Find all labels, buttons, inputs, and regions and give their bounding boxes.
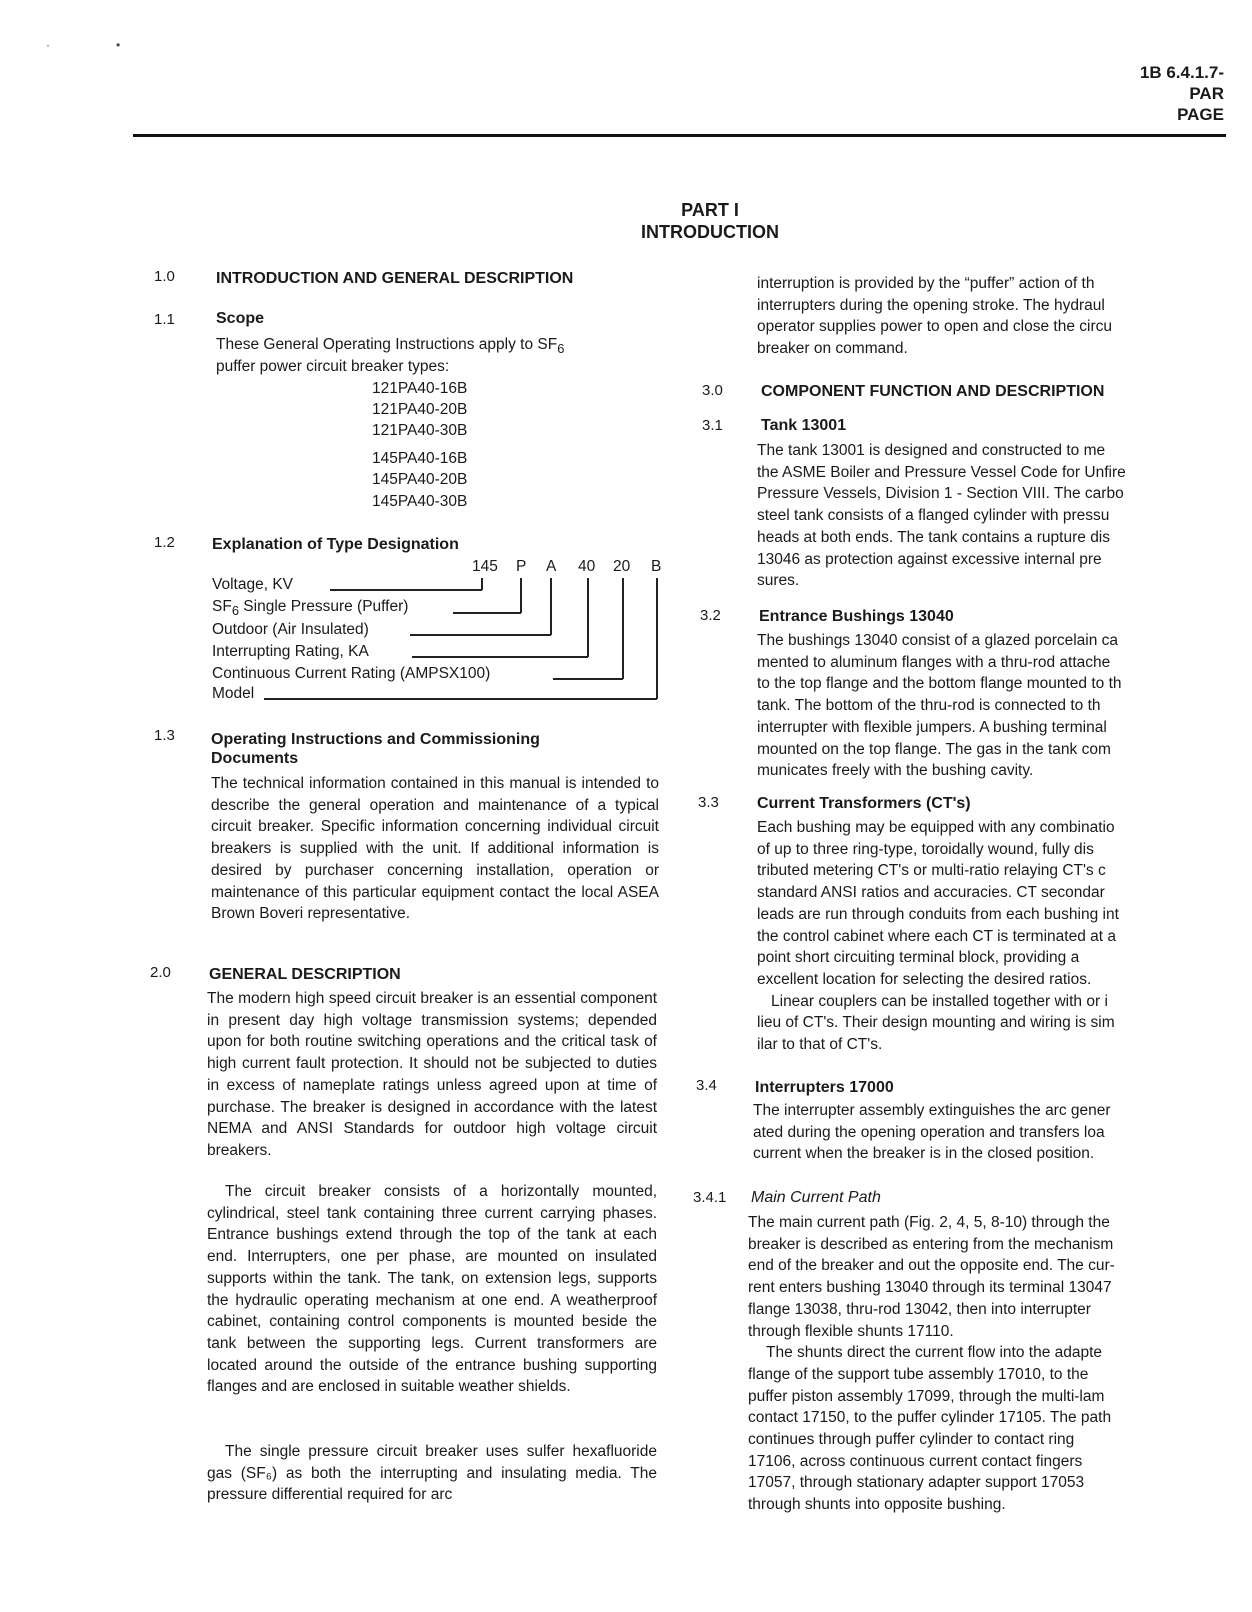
section-heading: Explanation of Type Designation (212, 536, 459, 553)
leader-line (622, 578, 624, 679)
leader-line (481, 578, 483, 590)
scope-text: puffer power circuit breaker types: (216, 358, 450, 375)
section-heading: Scope (216, 310, 265, 327)
section-heading: Tank 13001 (761, 417, 847, 434)
part-subtitle: INTRODUCTION (641, 222, 779, 242)
leader-line (587, 578, 589, 657)
code-interrupting: 40 (578, 558, 596, 575)
section-number: 3.1 (702, 417, 723, 434)
designation-label: Voltage, KV (212, 576, 294, 593)
code-outdoor: A (546, 558, 557, 575)
leader-line (520, 578, 522, 613)
designation-label: Interrupting Rating, KA (212, 643, 369, 660)
scope-text: These General Operating Instructions apply to $SF_6$ (216, 336, 565, 357)
doc-id: 1B 6.4.1.7- (1139, 63, 1224, 82)
section-number: 1.1 (154, 311, 175, 328)
paragraph: Each bushing may be equipped with any combinatio of up to three ring-type, toroidally wound, fully dis tributed metering CT's or multi-ratio relaying CT's c standard ANSI ratios and accuracies. CT secondar leads are run through conduits from each bushing int the control cabinet where each CT is terminated at a point short circuiting terminal block, providing a excellent location for selecting the desired ratios. Linear couplers can be installed together with or i lieu of CT's. Their design mounting and wiring is sim ilar to that of CT's. (757, 819, 1119, 1054)
designation-label: Model (212, 685, 255, 702)
section-heading: Entrance Bushings 13040 (759, 608, 954, 625)
paragraph: The circuit breaker consists of a horizontally mounted, cylindrical, steel tank containing three current carrying phases. Entrance bushings extend through the top of the tank at each end. Interrupters, one per phase, are mounted on insulated supports within the tank. The tank, on extension legs, supports the hydraulic operating mechanism at one end. A weatherproof cabinet, containing control components is mounted beside the tank between the supporting legs. Current transformers are located around the outside of the entrance bushing supporting flanges and are enclosed in suitable weather shields. (207, 1183, 657, 1396)
paragraph: The technical information contained in this manual is intended to describe the general operation and maintenance of a typical circuit breaker. Specific information concerning individual circuit breakers is supplied with the unit. If additional information is desired by purchaser concerning installation, operation or maintenance of this particular equipment contact the local ASEA Brown Boveri representative. (211, 775, 659, 923)
section-number: 3.3 (698, 794, 719, 811)
designation-label: Outdoor (Air Insulated) (212, 621, 369, 638)
scan-speck: • (116, 38, 121, 52)
paragraph-continued: interruption is provided by the “puffer” action of th interrupters during the opening stroke. The hydraul operator supplies power to open and close the circu breaker on command. (757, 275, 1112, 358)
section-heading: GENERAL DESCRIPTION (209, 966, 401, 983)
section-number: 3.4.1 (693, 1189, 727, 1206)
section-number: 1.2 (154, 534, 175, 551)
doc-part: PAR (1189, 84, 1224, 103)
code-voltage: 145 (472, 558, 498, 575)
section-number: 2.0 (150, 964, 171, 981)
scan-speck: · (46, 38, 50, 52)
model-item: 121PA40-30B (372, 422, 468, 439)
paragraph: The interrupter assembly extinguishes the arc gener ated during the opening operation and transfers loa current when the breaker is in the closed position. (753, 1102, 1111, 1163)
leader-line (550, 578, 552, 635)
model-item: 121PA40-16B (372, 380, 468, 397)
paragraph: The main current path (Fig. 2, 4, 5, 8-10) through the breaker is described as entering from the mechanism end of the breaker and out the opposite end. The cur- rent enters bushing 13040 through its terminal 13047 flange 13038, thru-rod 13042, then into interrupter through flexible shunts 17110. The shunts direct the current flow into the adapte flange of the support tube assembly 17010, to the puffer piston assembly 17099, through the multi-lam contact 17150, to the puffer cylinder 17105. The path continues through puffer cylinder to contact ring 17106, across continuous current contact fingers 17057, through stationary adapter support 17053 through shunts into opposite bushing. (748, 1214, 1115, 1514)
section-number: 3.2 (700, 607, 721, 624)
section-heading: Operating Instructions and Commissioning (211, 731, 540, 748)
leader-line (264, 698, 657, 700)
leader-line (553, 678, 623, 680)
leader-line (412, 656, 588, 658)
leader-line (330, 589, 482, 591)
model-item: 145PA40-16B (372, 450, 468, 467)
part-title: PART I (681, 200, 739, 220)
model-item: 145PA40-20B (372, 471, 468, 488)
section-number: 3.0 (702, 382, 723, 399)
code-puffer: P (516, 558, 527, 575)
model-item: 145PA40-30B (372, 493, 468, 510)
section-number: 3.4 (696, 1077, 717, 1094)
paragraph: The modern high speed circuit breaker is an essential component in present day high voltage transmission systems; depended upon for both routine switching operations and the critical task of high current fault protection. It should not be subjected to duties in excess of nameplate ratings unless agreed upon at time of purchase. The breaker is designed in accordance with the latest NEMA and ANSI Standards for outdoor high voltage circuit breakers. (207, 990, 657, 1159)
code-current: 20 (613, 558, 631, 575)
paragraph: The tank 13001 is designed and constructed to me the ASME Boiler and Pressure Vessel Code for Unfire Pressure Vessels, Division 1 - Section VIII. The carbo steel tank consists of a flanged cylinder with pressu heads at both ends. The tank contains a rupture dis 13046 as protection against excessive internal pre sures. (757, 442, 1126, 590)
section-number: 1.3 (154, 727, 175, 744)
section-heading: Documents (211, 750, 299, 767)
code-model: B (651, 558, 662, 575)
paragraph: The single pressure circuit breaker uses sulfer hexafluoride gas (SF₆) as both the interrupting and insulating media. The pressure differential required for arc (207, 1443, 657, 1504)
leader-line (410, 634, 551, 636)
designation-label: $SF_6$ Single Pressure (Puffer) (212, 598, 409, 619)
section-heading: Current Transformers (CT's) (757, 795, 971, 812)
leader-line (656, 578, 658, 699)
doc-page: PAGE (1177, 105, 1224, 124)
designation-label: Continuous Current Rating (AMPSX100) (212, 665, 491, 682)
section-heading: INTRODUCTION AND GENERAL DESCRIPTION (216, 270, 574, 287)
leader-line (453, 612, 521, 614)
section-number: 1.0 (154, 268, 175, 285)
paragraph: The bushings 13040 consist of a glazed porcelain ca mented to aluminum flanges with a thru-rod attache to the top flange and the bottom flange mounted to th tank. The bottom of the thru-rod is connected to th interrupter with flexible jumpers. A bushing terminal mounted on the top flange. The gas in the tank com municates freely with the bushing cavity. (757, 632, 1122, 780)
header-rule (133, 134, 1226, 137)
section-heading: Main Current Path (751, 1189, 881, 1206)
section-heading: COMPONENT FUNCTION AND DESCRIPTION (761, 383, 1105, 400)
model-item: 121PA40-20B (372, 401, 468, 418)
section-heading: Interrupters 17000 (755, 1079, 894, 1096)
